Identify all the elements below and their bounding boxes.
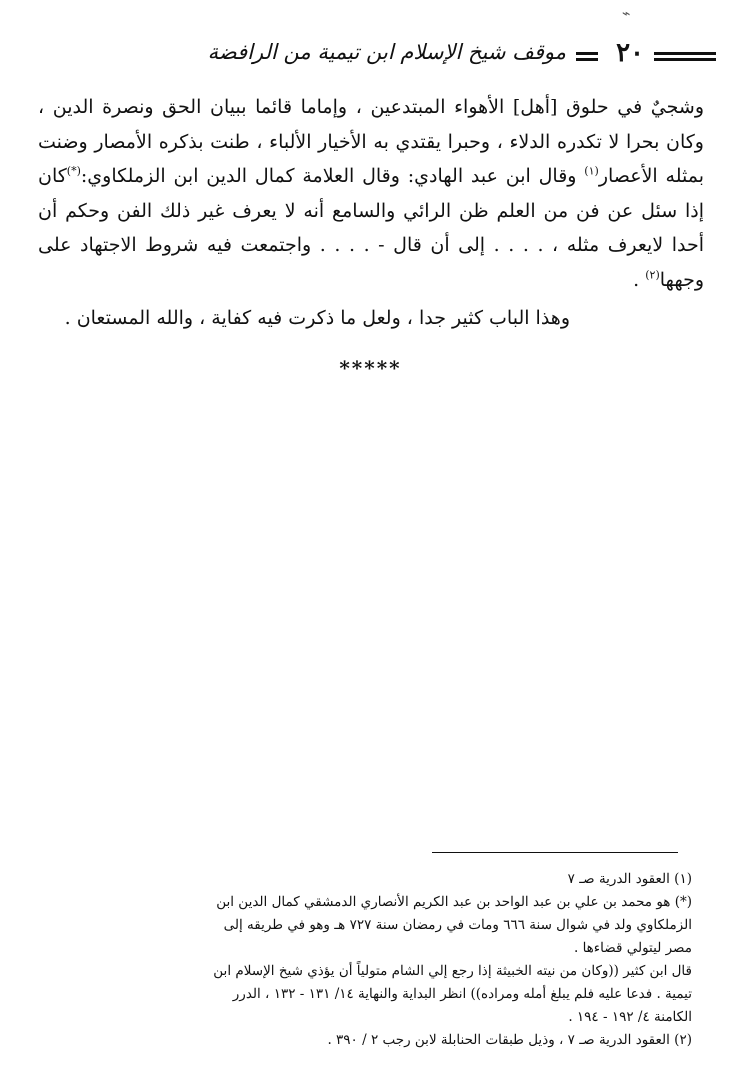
footnote-divider [432, 852, 678, 853]
paragraph-1 [38, 90, 704, 297]
text-segment: . [633, 268, 646, 291]
footnote-ref-1: (١) [584, 164, 599, 178]
scan-mark-icon: ⌁ [622, 6, 631, 22]
footnote-2: (٢) العقود الدرية صـ ٧ ، وذيل طبقات الحنابلة لابن رجب ٢ / ٣٩٠ . [327, 1032, 692, 1048]
footnote-star: (*) هو محمد بن علي بن عبد الواحد بن عبد الكريم الأنصاري الدمشقي كمال الدين ابن الزملكاوي ولد في شوال سنة ٦٦٦ ومات في رمضان سنة ٧٢٧ هـ وهو في طريقه إلى مصر ليتولي قضاءها . [216, 894, 692, 956]
text-segment: وقال ابن عبد الهادي: وقال العلامة كمال الدين ابن الزملكاوي: [80, 165, 585, 187]
header-rule-right [654, 52, 716, 61]
footnote-star-continued: قال ابن كثير ((وكان من نيته الخبيثة إذا رجع إلي الشام متولياً أن يؤذي شيخ الإسلام ابن تيمية . فدعا عليه فلم يبلغ أمله ومراده)) انظر البداية والنهاية ١٤/ ١٣١ - ١٣٢ ، الدرر الكامنة ٤/ ١٩٢ - ١٩٤ . [213, 963, 692, 1025]
footnotes [212, 868, 692, 1052]
main-text [38, 90, 704, 336]
footnote-ref-star: (*) [66, 164, 81, 178]
page-header [28, 38, 716, 78]
section-separator: ***** [339, 356, 402, 380]
text-segment: وشجيٌ في حلوق [أهل] الأهواء المبتدعين ، وإماما قائما ببيان الحق ونصرة الدين ، وكان بحرا لا تكدره الدلاء ، وحبرا يقتدي به الأخيار الألباء ، طنت بذكره الأمصار وضنت بمثله الأعصار [38, 96, 705, 187]
text-segment: كان إذا سئل عن فن من العلم ظن الرائي والسامع أنه لا يعرف غير ذلك الفن وحكم أن أحدا لايعرف مثله ، . . . . إلى أن قال - . . . . واجتمعت فيه شروط الاجتهاد على وجهها [38, 165, 704, 291]
footnote-1: (١) العقود الدرية صـ ٧ [567, 871, 692, 887]
header-rule-mid [576, 52, 598, 61]
page-number: ٢٠ [616, 38, 644, 68]
running-title: موقف شيخ الإسلام ابن تيمية من الرافضة [207, 40, 566, 64]
footnote-ref-2: (٢) [645, 268, 660, 282]
paragraph-2: وهذا الباب كثير جدا ، ولعل ما ذكرت فيه كفاية ، والله المستعان . [64, 307, 570, 329]
